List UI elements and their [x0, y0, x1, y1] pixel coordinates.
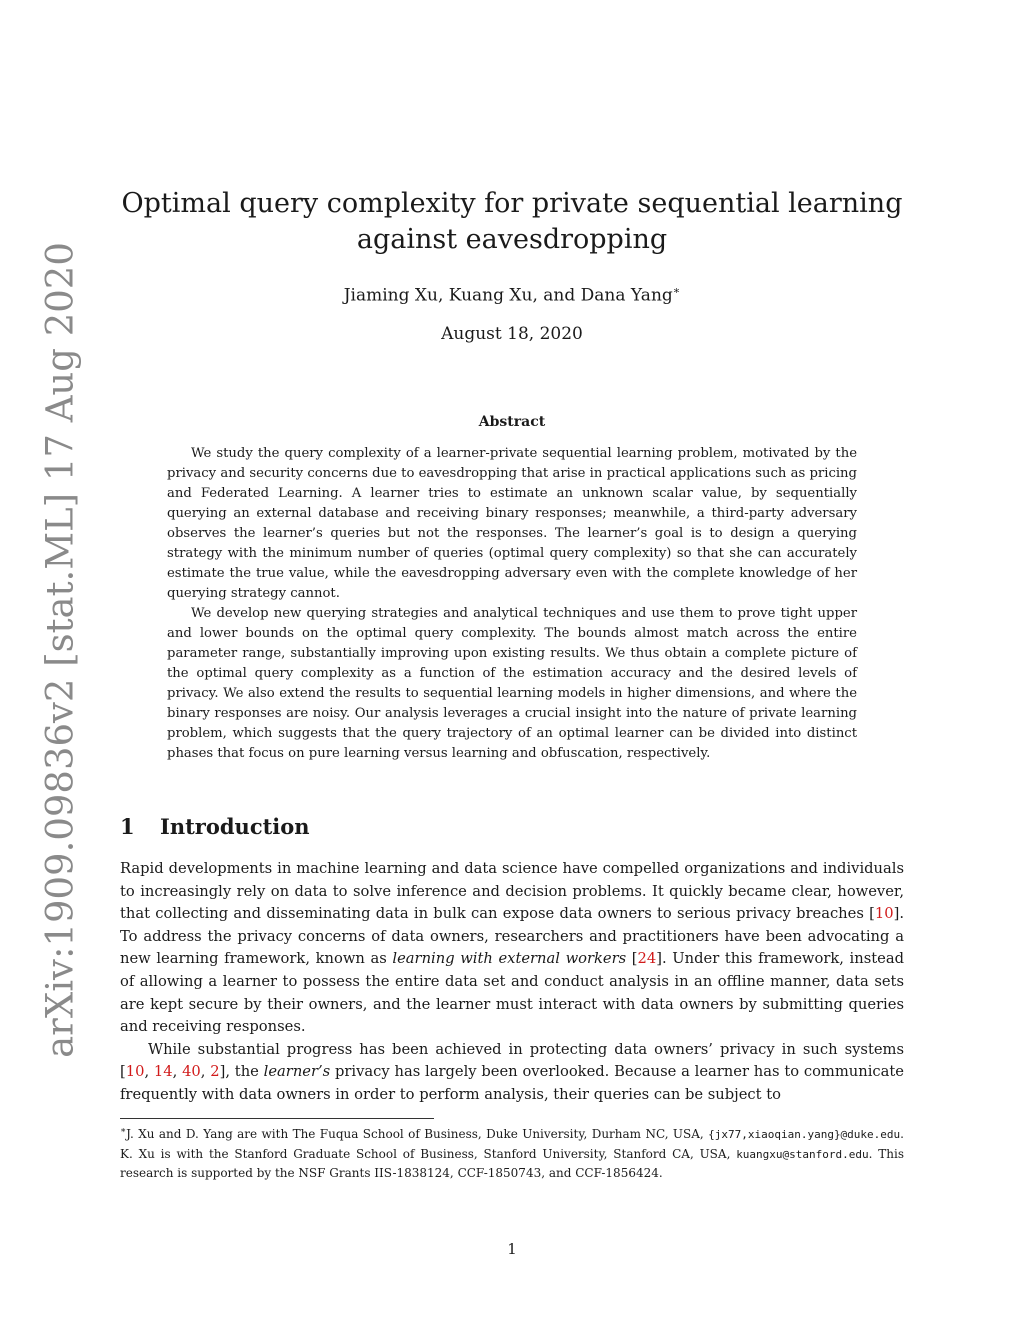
citation-link[interactable]: 10: [125, 1063, 145, 1081]
citation-link[interactable]: 2: [210, 1063, 220, 1081]
page-number: 1: [507, 1240, 517, 1258]
text-run: Rapid developments in machine learning and data science have compelled organizations and individuals to increasingly rely on data to solve inference and decision problems. It quickly became clear, however, that collecting and disseminating data in bulk can expose data owners to serious privacy breaches [: [120, 860, 904, 923]
citation-link[interactable]: 24: [637, 950, 657, 968]
paper-title: Optimal query complexity for private sequential learning against eavesdropping: [121, 188, 903, 255]
intro-paragraph: [120, 1039, 904, 1107]
text-run: J. Xu and D. Yang are with The Fuqua School of Business, Duke University, Durham NC, USA,: [126, 1127, 709, 1141]
text-run: . This research is supported by the NSF Grants IIS-1838124, CCF-1850743, and CCF-1856424.: [120, 1146, 904, 1181]
text-run: ]. Under this framework, instead of allowing a learner to possess the entire data set and conduct analysis in an offline manner, data sets are kept secure by their owners, and the learner must interact with data owners by submitting queries and receiving responses.: [120, 950, 904, 1036]
introduction-body: [120, 858, 904, 1107]
text-run: ]. To address the privacy concerns of data owners, researchers and practitioners have been advocating a new learning framework, known as: [120, 905, 904, 968]
section-title: Introduction: [160, 814, 310, 839]
citation-link[interactable]: 10: [874, 905, 894, 923]
text-run: privacy has largely been overlooked. Because a learner has to communicate frequently with data owners in order to perform analysis, their queries can be subject to: [120, 1063, 904, 1103]
separator: ,: [172, 1063, 183, 1081]
intro-paragraph: [120, 858, 904, 1039]
separator: ,: [200, 1063, 211, 1081]
section-heading-introduction: [120, 814, 310, 839]
abstract-paragraph: We develop new querying strategies and analytical techniques and use them to prove tight upper and lower bounds on the optimal query complexity. The bounds almost match across the entire parameter range, substantially improving upon existing results. We thus obtain a complete picture of the optimal query complexity as a function of the estimation accuracy and the desired levels of privacy. We also extend the results to sequential learning models in higher dimensions, and where the binary responses are noisy. Our analysis leverages a crucial insight into the nature of private learning problem, which suggests that the query trajectory of an optimal learner can be divided into distinct phases that focus on pure learning versus learning and obfuscation, respectively.: [167, 606, 857, 761]
abstract-body: [167, 444, 857, 764]
text-run: [: [626, 950, 638, 968]
author-footnote-mark[interactable]: ∗: [672, 284, 681, 297]
citation-link[interactable]: 14: [153, 1063, 173, 1081]
emphasis-text: learner’s: [263, 1063, 331, 1081]
author-names: Jiaming Xu, Kuang Xu, and Dana Yang: [343, 285, 673, 306]
emphasis-text: learning with external workers: [392, 950, 627, 968]
footnote: [120, 1122, 904, 1183]
email-address[interactable]: kuangxu@stanford.edu: [736, 1147, 869, 1161]
text-run: While substantial progress has been achieved in protecting data owners’ privacy in such systems [: [120, 1040, 904, 1081]
arxiv-identifier-stamp: arXiv:1909.09836v2 [stat.ML] 17 Aug 2020: [38, 242, 82, 1058]
publication-date: August 18, 2020: [441, 324, 583, 344]
text-run: . K. Xu is with the Stanford Graduate School of Business, Stanford University, Stanford CA, USA,: [120, 1127, 904, 1161]
text-run: ], the: [219, 1063, 264, 1081]
footnote-divider: [120, 1118, 434, 1119]
section-number: 1: [120, 814, 135, 839]
footnote-mark: ∗: [120, 1126, 127, 1136]
abstract-paragraph: We study the query complexity of a learner-private sequential learning problem, motivated by the privacy and security concerns due to eavesdropping that arise in practical applications such as pricing and Federated Learning. A learner tries to estimate an unknown scalar value, by sequentially querying an external database and receiving binary responses; meanwhile, a third-party adversary observes the learner’s queries but not the responses. The learner’s goal is to design a querying strategy with the minimum number of queries (optimal query complexity) so that she can accurately estimate the true value, while the eavesdropping adversary even with the complete knowledge of her querying strategy cannot.: [167, 446, 857, 601]
citation-link[interactable]: 40: [182, 1063, 201, 1081]
separator: ,: [144, 1063, 154, 1081]
abstract-heading: Abstract: [478, 414, 546, 430]
email-address[interactable]: {jx77,xiaoqian.yang}@duke.edu: [708, 1128, 901, 1141]
author-list: [120, 284, 904, 306]
